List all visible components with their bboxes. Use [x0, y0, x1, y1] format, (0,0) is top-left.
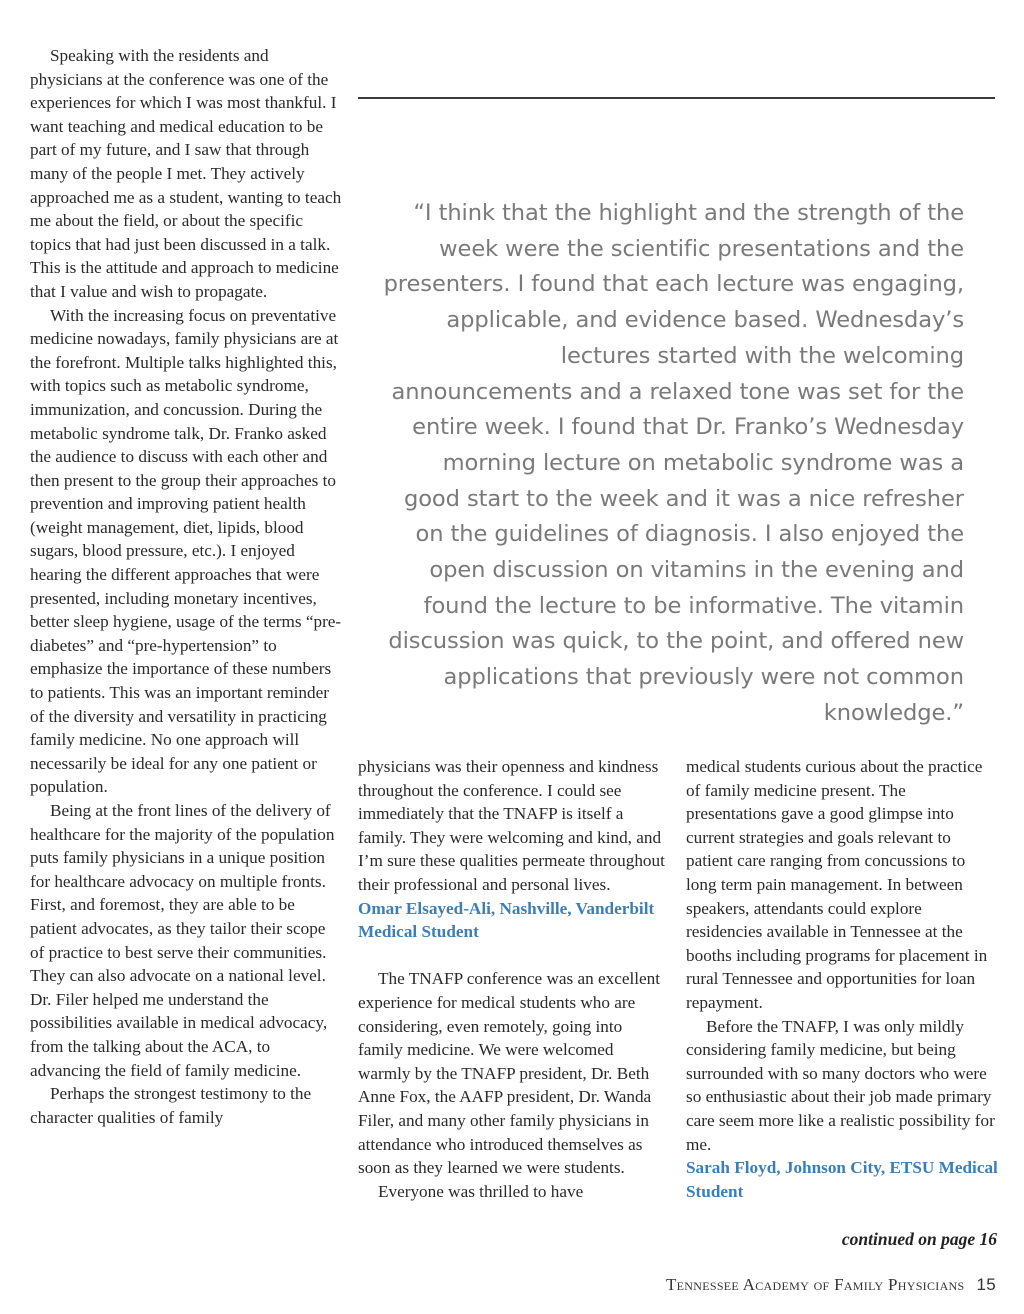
- paragraph: Being at the front lines of the delivery of healthcare for the majority of the population puts family physicians in a unique position for healthcare advocacy on multiple fronts. First, and foremost, they are able to be patient advocates, as they tailor their scope of practice to best serve their communities. They can also advocate on a national level. Dr. Filer helped me understand the possibilities available in medical advocacy, from the talking about the ACA, to advancing the field of family medicine.: [30, 801, 335, 1080]
- paragraph: medical students curious about the practice of family medicine present. The presentations gave a good glimpse into current strategies and goals relevant to patient care ranging from concussions to long term pain management. In between speakers, attendants could explore residencies available in Tennessee at the booths including programs for placement in rural Tennessee and opportunities for loan repayment.: [686, 757, 988, 1012]
- divider-rule: [358, 97, 995, 99]
- page-footer: [666, 1275, 996, 1295]
- page-number: 15: [976, 1275, 996, 1294]
- publication-name: Tennessee Academy of Family Physicians: [665, 1275, 965, 1294]
- author-byline: Omar Elsayed-Ali, Nashville, Vanderbilt Medical Student: [358, 898, 655, 942]
- article-column-left: [30, 44, 342, 1129]
- paragraph: physicians was their openness and kindness throughout the conference. I could see immediately that the TNAFP is itself a family. They were welcoming and kind, and I’m sure these qualities permeate throughout their professional and personal lives.: [358, 757, 665, 894]
- paragraph: Before the TNAFP, I was only mildly considering family medicine, but being surrounded with so many doctors who were so enthusiastic about their job made primary care seem more like a realistic possibility for me.: [686, 1016, 995, 1154]
- article-column-right: [686, 755, 998, 1203]
- author-byline: Sarah Floyd, Johnson City, ETSU Medical Student: [686, 1158, 998, 1201]
- paragraph: Everyone was thrilled to have: [378, 1181, 584, 1201]
- paragraph: With the increasing focus on preventative medicine nowadays, family physicians are at the forefront. Multiple talks highlighted this, with topics such as metabolic syndrome, immunization, and concussion. During the metabolic syndrome talk, Dr. Franko asked the audience to discuss with each other and then present to the group their approaches to prevention and improving patient health (weight management, diet, lipids, blood sugars, blood pressure, etc.). I enjoyed hearing the different approaches that were presented, including monetary incentives, better sleep hygiene, usage of the terms “pre-diabetes” and “pre-hypertension” to emphasize the importance of these numbers to patients. This was an important reminder of the diversity and versatility in practicing family medicine. No one approach will necessarily be ideal for any one patient or population.: [30, 305, 342, 797]
- pull-quote: “I think that the highlight and the strength of the week were the scientific presentations and the presenters. I found that each lecture was engaging, applicable, and evidence based. Wednesday’s lectures started with the welcoming announcements and a relaxed tone was set for the entire week. I found that Dr. Franko’s Wednesday morning lecture on metabolic syndrome was a good start to the week and it was a nice refresher on the guidelines of diagnosis. I also enjoyed the open discussion on vitamins in the evening and found the lecture to be informative. The vitamin discussion was quick, to the point, and offered new applications that previously were not common knowledge.”: [383, 200, 964, 726]
- spacer: [358, 944, 670, 968]
- paragraph: Speaking with the residents and physicians at the conference was one of the experiences for which I was most thankful. I want teaching and medical education to be part of my future, and I saw that through many of the people I met. They actively approached me as a student, wanting to teach me about the field, or about the specific topics that had just been discussed in a talk. This is the attitude and approach to medicine that I value and wish to propagate.: [30, 46, 342, 301]
- continued-note: continued on page 16: [841, 1229, 997, 1249]
- paragraph: The TNAFP conference was an excellent experience for medical students who are considering, even remotely, going into family medicine. We were welcomed warmly by the TNAFP president, Dr. Beth Anne Fox, the AAFP president, Dr. Wanda Filer, and many other family physicians in attendance who introduced themselves as soon as they learned we were students.: [358, 969, 661, 1178]
- paragraph: Perhaps the strongest testimony to the character qualities of family: [30, 1084, 312, 1127]
- article-column-middle: [358, 755, 670, 1203]
